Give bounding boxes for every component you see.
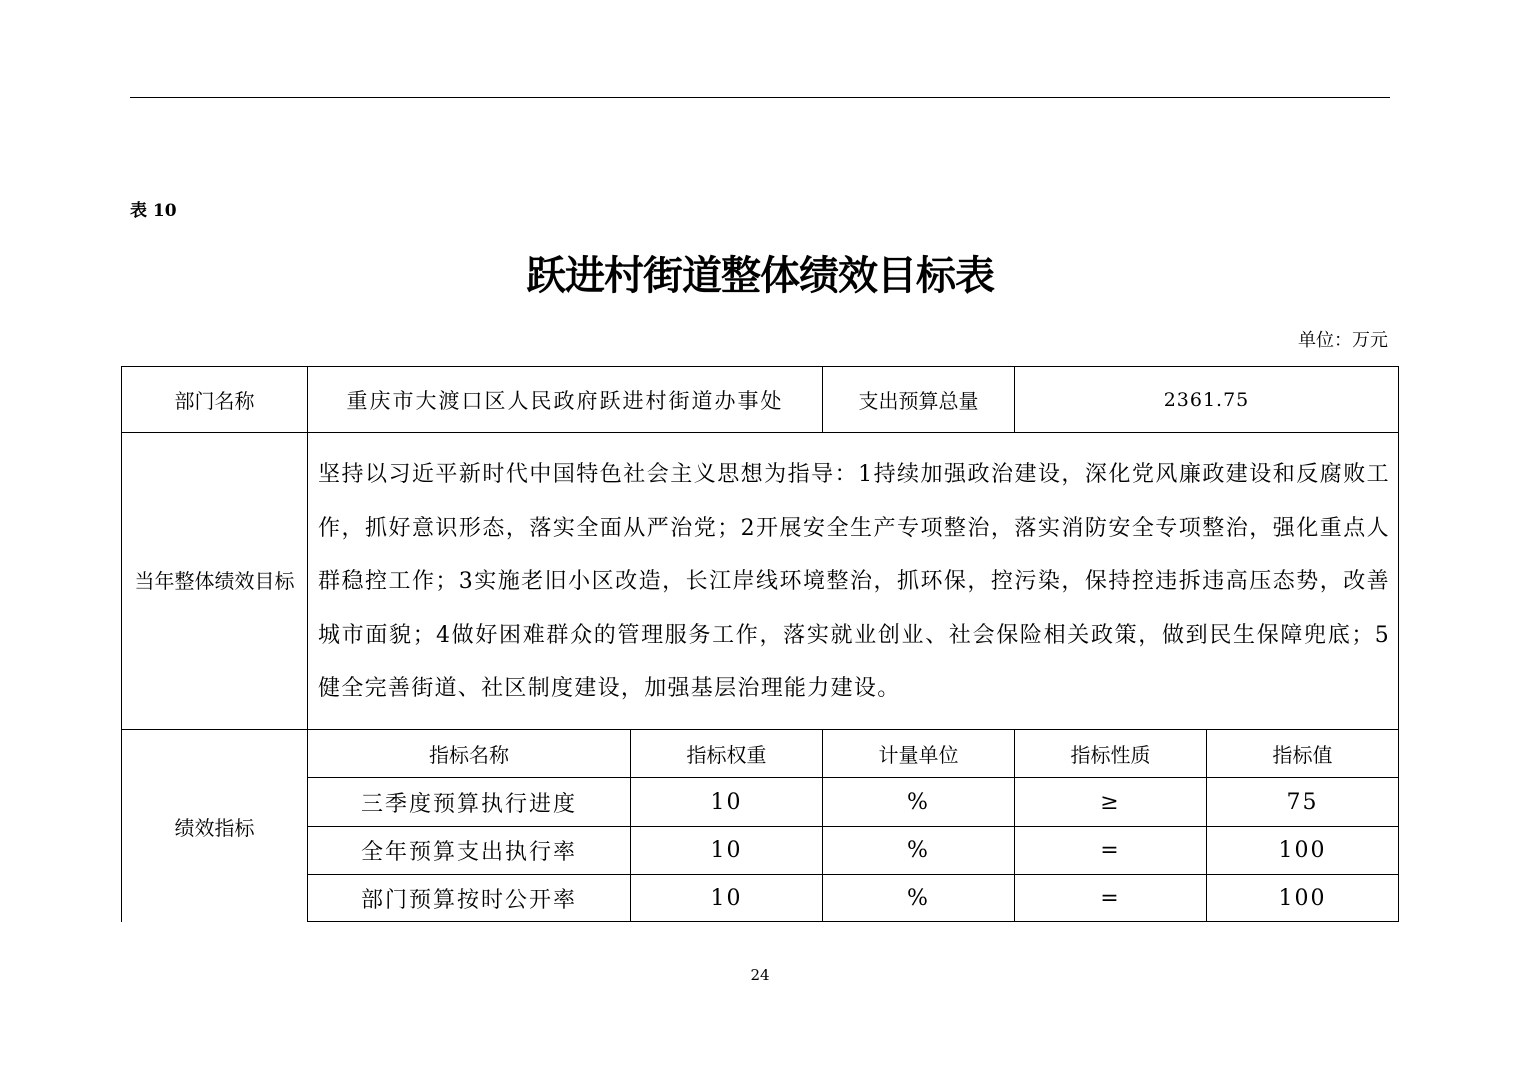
- indicator-nature: =: [1100, 885, 1121, 911]
- indicator-value: 100: [1278, 838, 1327, 863]
- annual-goal-text: 坚持以习近平新时代中国特色社会主义思想为指导：1持续加强政治建设，深化党风廉政建设和反腐败工作，抓好意识形态，落实全面从严治党；2开展安全生产专项整治，落实消防安全专项整治，强化重点人群稳控工作；3实施老旧小区改造，长江岸线环境整治，抓环保，控污染，保持控违拆违高压态势，改善城市面貌；4做好困难群众的管理服务工作，落实就业创业、社会保险相关政策，做到民生保障兜底；5健全完善街道、社区制度建设，加强基层治理能力建设。: [318, 462, 1390, 701]
- header-unit: 计量单位: [878, 743, 959, 767]
- header-indicator-weight: 指标权重: [686, 743, 767, 767]
- indicator-weight: 10: [710, 789, 743, 815]
- budget-label: 支出预算总量: [858, 389, 979, 413]
- indicator-nature: =: [1100, 838, 1121, 863]
- header-indicator-name: 指标名称: [429, 743, 509, 767]
- indicator-name: 全年预算支出执行率: [360, 840, 577, 865]
- indicator-unit: %: [907, 885, 930, 911]
- budget-value: 2361.75: [1163, 388, 1250, 411]
- header-rule: [130, 97, 1390, 98]
- indicator-name: 部门预算按时公开率: [360, 887, 577, 913]
- indicator-name: 三季度预算执行进度: [360, 791, 577, 817]
- page-number: 24: [750, 966, 770, 984]
- indicator-unit: %: [907, 838, 930, 863]
- indicator-unit: %: [907, 789, 930, 815]
- indicator-value: 75: [1286, 789, 1319, 815]
- performance-label: 绩效指标: [174, 815, 255, 840]
- header-value: 指标值: [1272, 743, 1333, 767]
- department-name: 重庆市大渡口区人民政府跃进村街道办事处: [346, 388, 784, 413]
- header-nature: 指标性质: [1070, 743, 1151, 767]
- department-label: 部门名称: [174, 389, 255, 413]
- indicator-value: 100: [1278, 885, 1327, 911]
- annual-goal-label: 当年整体绩效目标: [134, 568, 295, 593]
- indicator-nature: ≥: [1100, 789, 1121, 815]
- indicator-weight: 10: [710, 838, 743, 863]
- table-number: 表 10: [130, 201, 177, 221]
- unit-label: 单位：万元: [1298, 330, 1388, 351]
- indicator-weight: 10: [710, 885, 743, 911]
- page-title: 跃进村街道整体绩效目标表: [526, 253, 994, 299]
